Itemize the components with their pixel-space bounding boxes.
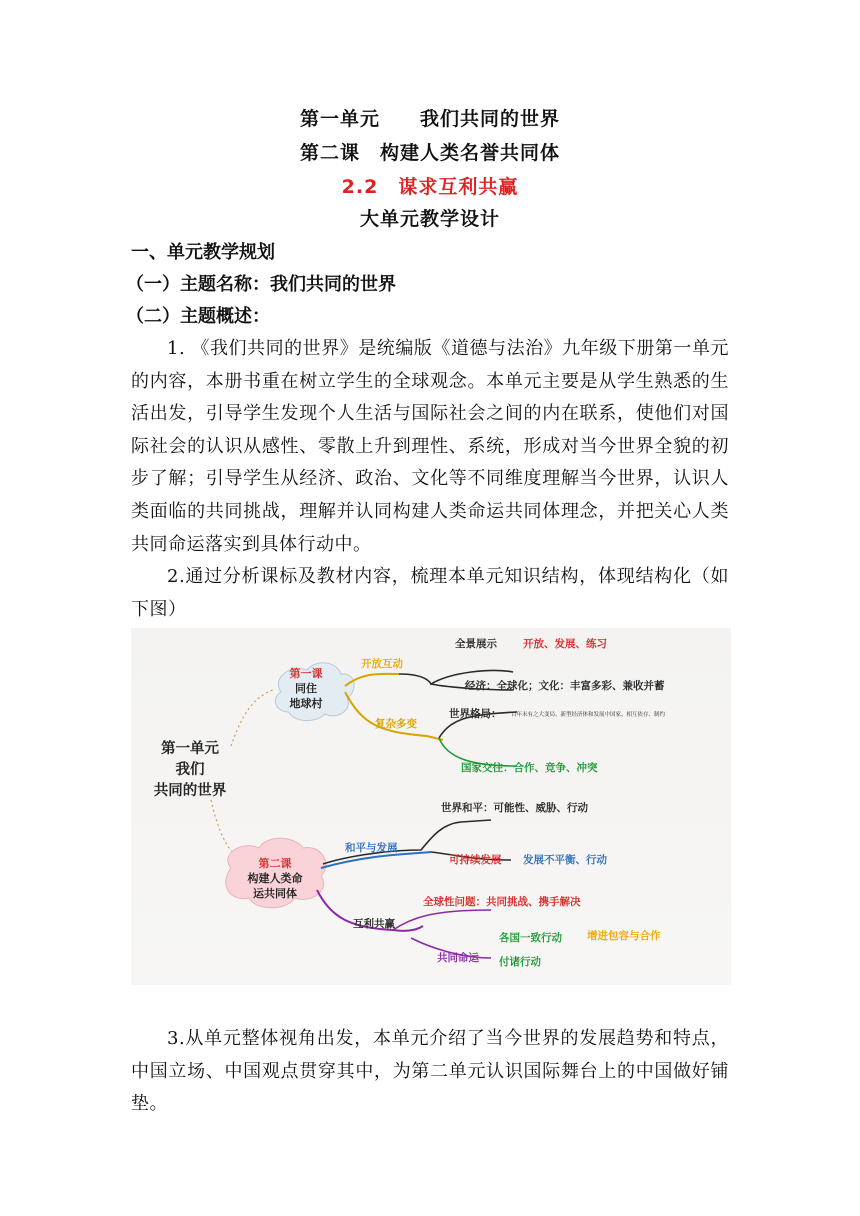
root-to-lesson1-connector [231, 690, 273, 746]
leaf-exchange: 国家交往：合作、竞争、冲突 [461, 762, 598, 774]
paragraph-overview-1: 1. 《我们共同的世界》是统编版《道德与法治》九年级下册第一单元的内容，本册书重在树立学生的全球观念。本单元主要是从学生熟悉的生活出发，引导学生发现个人生活与国际社会之间的内在联系，使他们对国际社会的认识从感性、零散上升到理性、系统，形成对当今世界全貌的初步了解；引导学生从经济、政治、文化等不同维度理解当今世界，认识人类面临的共同挑战，理解并认同构建人类命运共同体理念，并把关心人类共同命运落实到具体行动中。 [131, 338, 729, 555]
design-title: 大单元教学设计 [359, 208, 500, 230]
lesson-title: 第二课 构建人类名誉共同体 [299, 142, 560, 164]
leaf-inclusive: 增进包容与合作 [587, 930, 661, 942]
branch-label-win: 互利共赢 [353, 918, 395, 930]
knowledge-structure-mindmap [131, 628, 731, 985]
paragraph-overview-3: 3.从单元整体视角出发，本单元介绍了当今世界的发展趋势和特点，中国立场、中国观点贯穿其中，为第二单元认识国际舞台上的中国做好铺垫。 [131, 1028, 729, 1115]
leaf-sustainable-value: 发展不平衡、行动 [523, 854, 607, 866]
leaf-action: 付诸行动 [499, 956, 541, 968]
branch-label-open: 开放互动 [361, 658, 403, 670]
leaf-sustainable: 可持续发展 [449, 854, 502, 866]
heading-unit-planning: 一、单元教学规划 [131, 242, 275, 263]
leaf-economy: 经济：全球化；文化：丰富多彩、兼收并蓄 [465, 680, 665, 692]
leaf-world-pattern-value: 百年未有之大变局、新型经济体和发展中国家、相互依存、制约 [511, 712, 666, 718]
section-title: 2.2 谋求互利共赢 [341, 176, 519, 198]
mindmap-lesson1: 第一课 同住 地球村 [289, 667, 323, 710]
leaf-each-country: 各国一致行动 [499, 932, 562, 944]
leaf-world-peace: 世界和平：可能性、威胁、行动 [441, 802, 588, 814]
branch-label-peace: 和平与发展 [345, 842, 398, 854]
branch-label-complex: 复杂多变 [375, 718, 417, 730]
mindmap-lesson2: 第二课 构建人类命 运共同体 [247, 857, 303, 900]
leaf-common-fate: 共同命运 [437, 952, 479, 964]
branch-global-line [393, 910, 491, 930]
leaf-world-pattern: 世界格局： [449, 708, 502, 720]
heading-theme-name: （一）主题名称：我们共同的世界 [126, 274, 396, 295]
mindmap-root: 第一单元 我们 共同的世界 [153, 740, 227, 799]
leaf-overview-value: 开放、发展、练习 [523, 638, 607, 650]
leaf-global-issues: 全球性问题：共同挑战、携手解决 [423, 896, 581, 908]
leaf-overview: 全景展示 [455, 638, 497, 650]
paragraph-overview-2: 2.通过分析课标及教材内容，梳理本单元知识结构，体现结构化（如下图） [131, 566, 729, 620]
heading-theme-overview: （二）主题概述： [126, 306, 270, 327]
unit-title: 第一单元 我们共同的世界 [299, 108, 560, 130]
